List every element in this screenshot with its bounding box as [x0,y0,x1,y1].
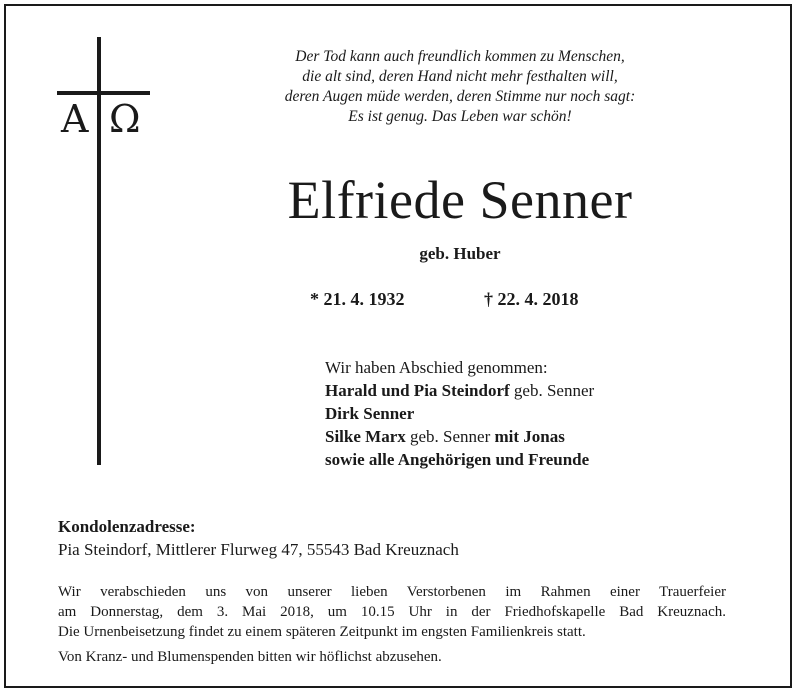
ceremony-line: Wir verabschieden uns von unserer lieben Verstorbenen im Rahmen einer Trauerfeier [58,584,726,600]
cross-icon-horizontal [57,91,150,95]
mourner-name: Dirk Senner [325,404,415,423]
mourner-line [325,448,594,471]
flowers-note: Von Kranz- und Blumenspenden bitten wir höflichst abzusehen. [58,649,442,665]
ceremony-text [58,582,726,642]
mourner-line [325,425,594,448]
condolence-address-text: Pia Steindorf, Mittlerer Flurweg 47, 55543 Bad Kreuznach [58,540,459,559]
mourners-intro: Wir haben Abschied genommen: [325,358,548,377]
omega-symbol: Ω [109,97,141,141]
poem-line: die alt sind, deren Hand nicht mehr festhalten will, [302,68,618,85]
mourner-line [325,402,594,425]
poem-line: Der Tod kann auch freundlich kommen zu Menschen, [295,48,625,65]
poem [200,47,720,127]
cross-icon-vertical [97,37,101,465]
mourner-name: Harald und Pia Steindorf [325,381,510,400]
condolence-label: Kondolenzadresse: [58,517,196,536]
birth-date: * 21. 4. 1932 [310,289,405,309]
alpha-symbol: A [61,97,89,141]
poem-line: deren Augen müde werden, deren Stimme nur noch sagt: [284,88,636,105]
mourner-name: Silke Marx [325,427,406,446]
poem-line: Es ist genug. Das Leben war schön! [348,108,572,125]
mourner-note: geb. Senner [405,427,495,446]
ceremony-line: Die Urnenbeisetzung findet zu einem späteren Zeitpunkt im engsten Familienkreis statt. [58,624,586,640]
deceased-name: Elfriede Senner [287,170,633,230]
maiden-name: geb. Huber [419,244,501,263]
death-date: † 22. 4. 2018 [484,289,579,309]
mourner-name: mit Jonas [494,427,565,446]
condolence-address [58,515,459,561]
mourners-block [325,356,594,471]
mourner-note: geb. Senner [509,381,595,400]
mourner-name: sowie alle Angehörigen und Freunde [325,450,590,469]
mourner-line [325,379,594,402]
ceremony-line: am Donnerstag, dem 3. Mai 2018, um 10.15 Uhr in der Friedhofskapelle Bad Kreuznach. [58,604,726,620]
